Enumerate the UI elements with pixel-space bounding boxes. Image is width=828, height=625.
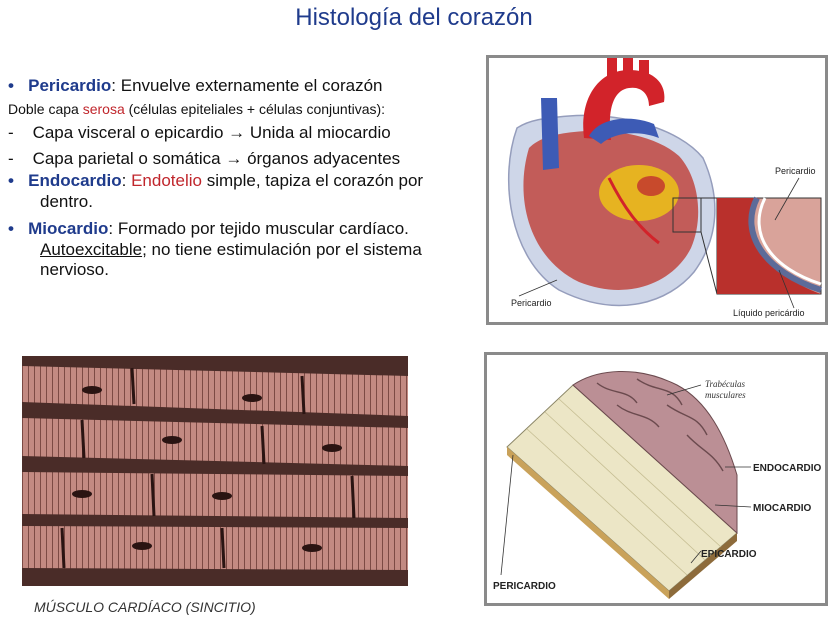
label-trabeculas-2: musculares <box>705 390 746 400</box>
heart-illustration <box>489 58 825 322</box>
muscle-caption: MÚSCULO CARDÍACO (SINCITIO) <box>34 599 256 615</box>
bullet-pericardio <box>8 76 383 96</box>
term-endocardio: Endocardio <box>28 171 122 190</box>
label-pericardio-left: Pericardio <box>511 298 552 308</box>
pericardio-text: : Envuelve externamente el corazón <box>111 76 383 95</box>
doble-capa-pre: Doble capa <box>8 101 83 117</box>
bullet-miocardio <box>8 219 409 239</box>
bullet-endocardio <box>8 171 423 191</box>
doble-capa-post: (células epiteliales + células conjuntivas): <box>124 101 386 117</box>
heart-figure <box>486 55 828 325</box>
layers-figure <box>484 352 828 606</box>
doble-capa-line <box>8 101 385 117</box>
label-pericardio: PERICARDIO <box>493 581 556 592</box>
capa-parietal-line <box>8 149 400 169</box>
dash-mark: - <box>8 123 14 142</box>
serosa-word: serosa <box>82 101 125 117</box>
capa-visceral-line <box>8 123 391 143</box>
endocardio-text-2: dentro. <box>40 192 93 211</box>
bullet-mark: • <box>8 219 14 238</box>
capa-parietal-text: Capa parietal o somática → órganos adyacentes <box>32 149 401 168</box>
label-miocardio: MIOCARDIO <box>753 503 812 514</box>
label-liquido: Líquido pericárdio <box>733 308 805 318</box>
autoexcitable-word: Autoexcitable <box>40 240 143 259</box>
cardiac-muscle-illustration <box>22 356 408 620</box>
bullet-mark: • <box>8 171 14 190</box>
endocardio-sep: : <box>121 171 132 190</box>
endotelio-word: Endotelio <box>131 171 202 190</box>
muscle-figure <box>22 356 408 620</box>
miocardio-text-3: nervioso. <box>40 260 109 279</box>
label-pericardio-right: Pericardio <box>775 166 816 176</box>
miocardio-line-2 <box>40 240 422 260</box>
label-trabeculas-1: Trabéculas <box>705 379 746 389</box>
heart-wall-layers-illustration <box>487 355 825 603</box>
term-miocardio: Miocardio <box>28 219 109 238</box>
dash-mark: - <box>8 149 14 168</box>
label-epicardio: EPICARDIO <box>701 549 757 560</box>
endocardio-text: simple, tapiza el corazón por <box>201 171 424 190</box>
bullet-mark: • <box>8 76 14 95</box>
page-title: Histología del corazón <box>295 4 533 31</box>
term-pericardio: Pericardio <box>28 76 112 95</box>
capa-visceral-text: Capa visceral o epicardio → Unida al miocardio <box>32 123 391 142</box>
miocardio-text: : Formado por tejido muscular cardíaco. <box>108 219 409 238</box>
miocardio-text-2: ; no tiene estimulación por el sistema <box>142 240 422 259</box>
label-endocardio: ENDOCARDIO <box>753 463 822 474</box>
